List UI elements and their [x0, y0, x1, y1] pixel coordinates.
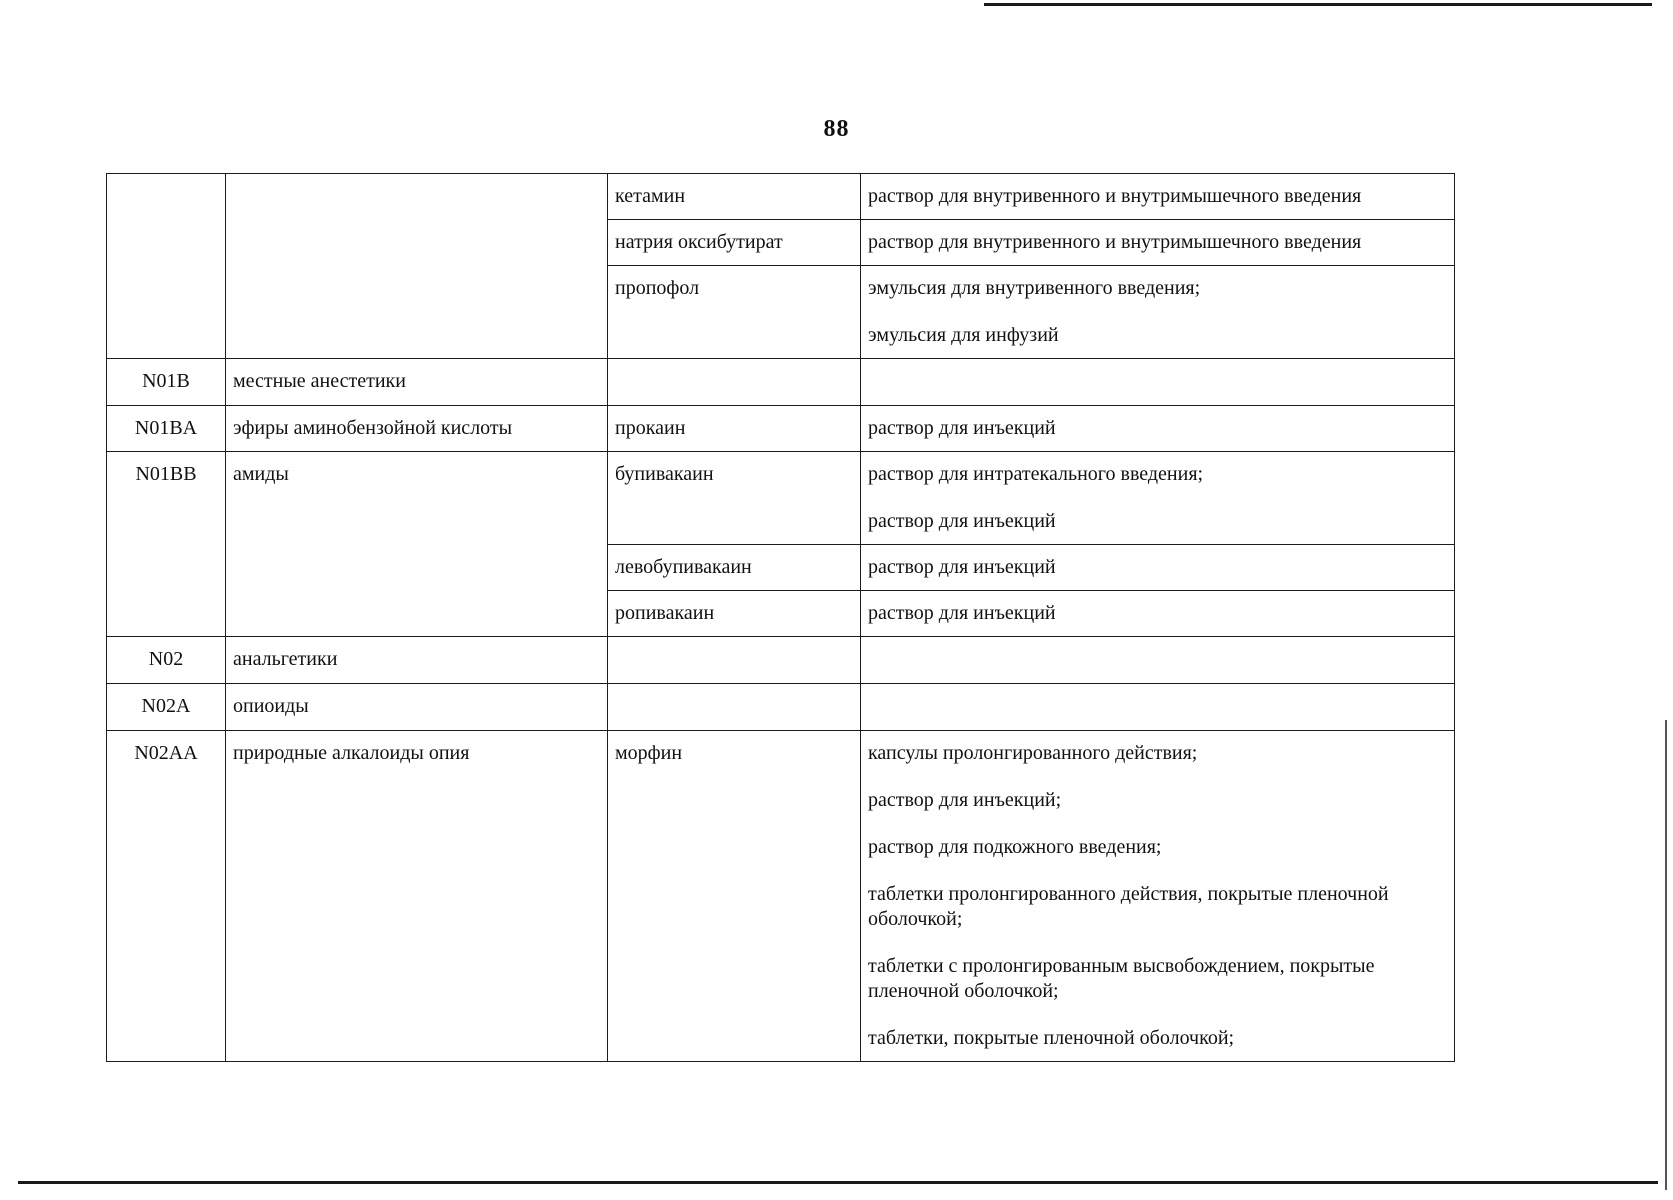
drug-name-cell — [608, 637, 861, 684]
dosage-form: раствор для инъекций; — [868, 789, 1062, 811]
dosage-form: таблетки с пролонгированным высвобождением, покрытые пленочной оболочкой; — [868, 955, 1375, 1002]
dosage-form: раствор для инъекций — [868, 510, 1056, 532]
table-row — [107, 359, 1455, 406]
atc-code-cell: N01BB — [107, 452, 226, 637]
right-edge-shadow — [1665, 720, 1667, 1190]
page-number: 88 — [823, 116, 850, 142]
bottom-edge-rule — [18, 1181, 1658, 1184]
dosage-form-cell — [861, 545, 1455, 591]
dosage-form: таблетки, покрытые пленочной оболочкой; — [868, 1027, 1235, 1049]
drug-name-cell: ропивакаин — [608, 591, 861, 637]
dosage-form: раствор для внутривенного и внутримышечного введения — [868, 231, 1362, 253]
drug-list-table — [106, 173, 1455, 1062]
dosage-form-cell — [861, 637, 1455, 684]
group-name-cell: опиоиды — [226, 684, 608, 731]
group-name-cell: анальгетики — [226, 637, 608, 684]
group-name-cell: эфиры аминобензойной кислоты — [226, 406, 608, 452]
drug-name-cell: бупивакаин — [608, 452, 861, 545]
table-row — [107, 452, 1455, 545]
dosage-form-cell — [861, 266, 1455, 359]
dosage-form-cell — [861, 684, 1455, 731]
dosage-form: эмульсия для инфузий — [868, 324, 1059, 346]
atc-code-cell: N01B — [107, 359, 226, 406]
drug-name-cell: натрия оксибутират — [608, 220, 861, 266]
dosage-form: раствор для подкожного введения; — [868, 836, 1162, 858]
drug-name-cell: морфин — [608, 731, 861, 1062]
dosage-form-cell — [861, 174, 1455, 220]
atc-code-cell: N02AA — [107, 731, 226, 1062]
table-row — [107, 637, 1455, 684]
dosage-form: раствор для внутривенного и внутримышечного введения — [868, 185, 1362, 207]
group-name-cell: амиды — [226, 452, 608, 637]
group-name-cell — [226, 174, 608, 359]
atc-code-cell — [107, 174, 226, 359]
dosage-form: раствор для инъекций — [868, 602, 1056, 624]
dosage-form-cell — [861, 731, 1455, 1062]
dosage-form-cell — [861, 591, 1455, 637]
drug-name-cell — [608, 359, 861, 406]
dosage-form: эмульсия для внутривенного введения; — [868, 277, 1201, 299]
drug-name-cell: кетамин — [608, 174, 861, 220]
group-name-cell: местные анестетики — [226, 359, 608, 406]
dosage-form: таблетки пролонгированного действия, покрытые пленочной оболочкой; — [868, 883, 1389, 930]
group-name-cell: природные алкалоиды опия — [226, 731, 608, 1062]
atc-code-cell: N02A — [107, 684, 226, 731]
atc-code-cell: N02 — [107, 637, 226, 684]
top-edge-rule — [984, 3, 1652, 6]
drug-name-cell — [608, 684, 861, 731]
table-row — [107, 174, 1455, 220]
drug-name-cell: пропофол — [608, 266, 861, 359]
dosage-form: раствор для интратекального введения; — [868, 463, 1204, 485]
table-row — [107, 406, 1455, 452]
dosage-form: раствор для инъекций — [868, 417, 1056, 439]
dosage-form-cell — [861, 220, 1455, 266]
drug-name-cell: левобупивакаин — [608, 545, 861, 591]
dosage-form: капсулы пролонгированного действия; — [868, 742, 1198, 764]
dosage-form: раствор для инъекций — [868, 556, 1056, 578]
atc-code-cell: N01BA — [107, 406, 226, 452]
dosage-form-cell — [861, 359, 1455, 406]
dosage-form-cell — [861, 452, 1455, 545]
drug-name-cell: прокаин — [608, 406, 861, 452]
table-row — [107, 684, 1455, 731]
dosage-form-cell — [861, 406, 1455, 452]
table-row — [107, 731, 1455, 1062]
